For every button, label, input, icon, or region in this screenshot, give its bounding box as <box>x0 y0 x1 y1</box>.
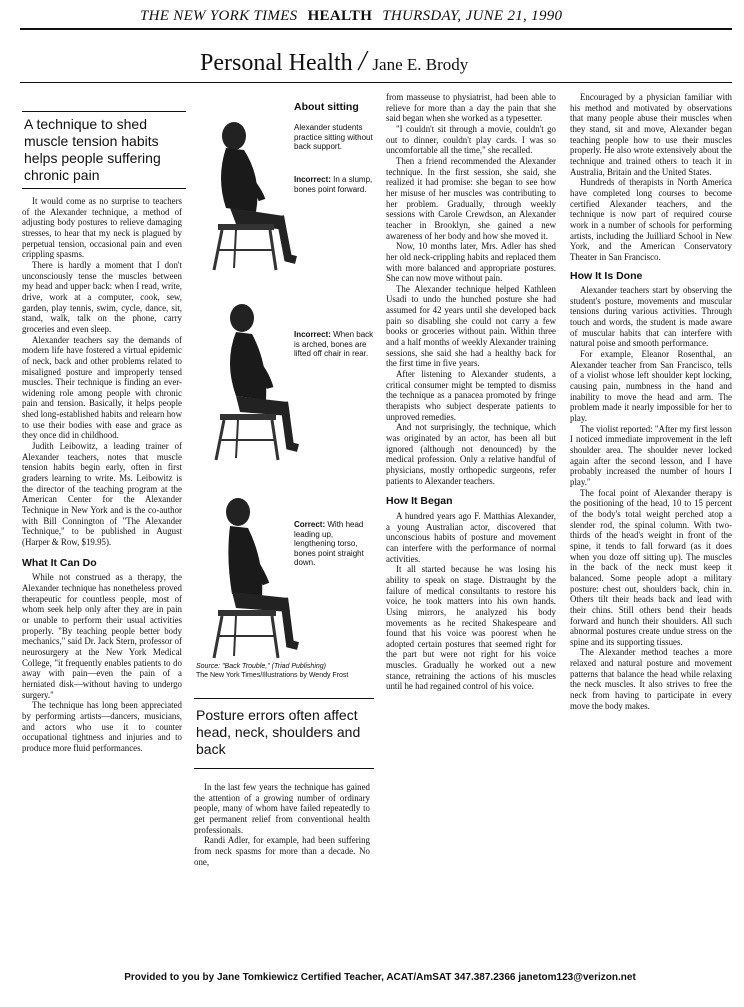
caption-text: In a slump, bones point forward. <box>294 175 373 194</box>
caption-label: Incorrect: <box>294 175 331 184</box>
subhead-box <box>194 698 374 769</box>
section-heading-how-it-is-done: How It Is Done <box>570 269 643 282</box>
article-paragraph: In the last few years the technique has gained the attention of a growing number of ordinary people, many of whom have failed repeatedly to get permanent relief from conventional health professionals. <box>194 782 370 835</box>
figure-title: About sitting <box>294 101 359 113</box>
article-paragraph: Now, 10 months later, Mrs. Adler has shed her old neck-crippling habits and replaced them with more balanced and appropriate postures. She can now move without pain. <box>386 241 556 284</box>
section-heading-what-it-can-do: What It Can Do <box>22 556 97 569</box>
article-paragraph: A hundred years ago F. Matthias Alexander, a young Australian actor, discovered that unconscious habits of posture and movement can interfere with the performance of normal activities. <box>386 510 556 564</box>
headline-box <box>22 111 186 189</box>
caption-text: With head leading up, lengthening torso, bones point straight down. <box>294 520 364 568</box>
article-paragraph: There is hardly a moment that I don't unconsciously tense the muscles between my head and upper back: when I read, write, drive, work at a computer, cook, sew, garden, play tennis, swim, cycle, dance, sit, stand, walk, talk on the phone, carry groceries and even sleep. <box>22 259 182 334</box>
column-byline: Jane E. Brody <box>372 55 469 74</box>
column-title <box>200 46 468 78</box>
headline: A technique to shed muscle tension habits helps people suffering chronic pain <box>24 116 161 183</box>
column-3 <box>386 92 556 692</box>
column-1 <box>22 196 182 753</box>
caption-label: Incorrect: <box>294 330 331 339</box>
article-paragraph: Encouraged by a physician familiar with his method and motivated by observations that many people abuse their muscles when they stand, sit and move, Alexander began teaching people how to use their muscles properly. He also wrote extensively about the technique and trained others to teach it in Australia, Britain and the United States. <box>570 92 732 177</box>
column-name: Personal Health <box>200 50 353 76</box>
article-paragraph: For example, Eleanor Rosenthal, an Alexander teacher from San Francisco, tells of a violist whose left shoulder kept locking, causing pain, numbness in the hand and inability to move the head and arm. The problem made it nearly impossible for her to play. <box>570 349 732 424</box>
figure-caption-1 <box>294 175 376 194</box>
illustration-arched-sitter <box>196 292 306 462</box>
article-paragraph: Then a friend recommended the Alexander technique. In the first session, she said, she realized it had promise: she began to see how her misuse of her muscles was contributing to her problem. Gradually, through weekly sessions with Carole Crewdson, an Alexander teacher in Brooklyn, she gained a new awareness of her body and how she moved it. <box>386 155 556 241</box>
article-paragraph: The violist reported: "After my first lesson I noticed immediate improvement in the left shoulder area. The shoulder never locked again after the second lesson, and I have probably increased the number of hours I play." <box>570 423 732 487</box>
column-2-text <box>194 782 370 867</box>
figure-source <box>196 663 376 680</box>
article-paragraph: "I couldn't sit through a movie, couldn't go out to dinner, couldn't play cards. I was so uncomfortable all the time," she recalled. <box>386 123 556 156</box>
article-paragraph: The Alexander method teaches a more relaxed and natural posture and movement patterns that balance the head while relaxing the neck muscles. It also strives to free the neck from having to participate in every move the body makes. <box>570 647 732 711</box>
article-paragraph: Hundreds of therapists in North America have completed long courses to become certified Alexander teachers, and the technique is now part of required course work in a number of schools for performing artists, including the Juilliard School in New York, and the American Conservatory Theater in San Francisco. <box>570 177 732 262</box>
masthead-rule <box>20 28 732 30</box>
article-paragraph: While not construed as a therapy, the Alexander technique has nonetheless proved therapeutic for countless people, most of whom seek help only after they are in pain or unable to perform their usual activities properly. "By teaching people better body mechanics," said Dr. Jack Stern, professor of neurosurgery at the New York Medical College, "it frequently enables patients to do away with pain—even the pain of a herniated disk—without having to undergo surgery." <box>22 572 182 700</box>
credit-line: The New York Times/Illustrations by Wendy Frost <box>196 671 349 679</box>
article-paragraph: It would come as no surprise to teachers of the Alexander technique, a method of adjusting body postures to relieve damaging stresses, to hear that my neck is plagued by perpetual tension, occasional pain and even crippling spasms. <box>22 196 182 260</box>
footer-credit: Provided to you by Jane Tomkiewicz Certified Teacher, ACAT/AmSAT 347.387.2366 janetom123@verizon.net <box>124 972 636 983</box>
figure-caption-3 <box>294 520 376 568</box>
column-4 <box>570 92 732 711</box>
article-paragraph: Randi Adler, for example, had been suffering from neck spasms for more than a decade. No one, <box>194 835 370 867</box>
masthead-paper: THE NEW YORK TIMES <box>140 8 298 24</box>
masthead <box>140 8 610 25</box>
article-paragraph: And not surprisingly, the technique, which was originated by an actor, has been all but ignored (although not denounced) by the medical profession. Only a relative handful of physicians, mostly orthopedic surgeons, refer patients to Alexander teachers. <box>386 422 556 486</box>
figure-caption-2 <box>294 330 376 359</box>
column-slash: / <box>358 46 367 77</box>
article-paragraph: from masseuse to physiatrist, had been able to relieve for more than a day the pain that she said began when she worked as a typesetter. <box>386 92 556 124</box>
masthead-section: HEALTH <box>307 8 373 24</box>
caption-text: When back is arched, bones are lifted off chair in rear. <box>294 330 374 359</box>
article-paragraph: Judith Leibowitz, a leading trainer of Alexander teachers, notes that muscle tension habits begin early, often in first graders learning to write. Ms. Leibowitz is the director of the teaching program at the American Center for the Alexander Technique in New York and is the co-author with Bill Connington of "The Alexander Technique," to be published in August (Harper & Row, $19.95). <box>22 441 182 547</box>
section-heading-how-it-began: How It Began <box>386 495 453 508</box>
article-paragraph: The technique has long been appreciated by performing artists—dancers, musicians, and actors who use it to counter occupational tightness and injuries and to produce more fluid performances. <box>22 700 182 753</box>
article-paragraph: Alexander teachers start by observing the student's posture, movements and muscular tensions during various activities. Through touch and words, the student is made aware of muscular habits that can interfere with natural poise and smooth performance. <box>570 285 732 349</box>
article-paragraph: The focal point of Alexander therapy is the positioning of the head, 10 to 15 percent of the body's total weight perched atop a slender rod, the spinal column. With two-thirds of the head's weight in front of the spine, it tends to fall forward (as it does when you doze off sitting up). The muscles in the back of the neck must keep it balanced. Some people adopt a military posture: chest out, shoulders back, chin in. Others tilt their heads back and lead with their chins. Still others bend their heads forward and hunch their shoulders. All such abnormal postures create undue stress on the spine and its supporting tissues. <box>570 487 732 647</box>
illustration-correct-sitter <box>196 488 306 660</box>
masthead-date: THURSDAY, JUNE 21, 1990 <box>382 8 563 24</box>
article-paragraph: After listening to Alexander students, a critical consumer might be tempted to dismiss the technique as a panacea promoted by fringe therapists who subject desperate patients to unproved remedies. <box>386 369 556 422</box>
article-paragraph: Alexander teachers say the demands of modern life have fostered a virtual epidemic of neck, back and other problems related to misaligned posture and improperly tensed muscles. Their technique is finding an ever-widening role among people with chronic pain and tension. Basically, it helps people shed long-established habits and relearn how to use their bodies with ease and grace as they once did in childhood. <box>22 334 182 441</box>
illustration-slumped-sitter <box>196 108 306 273</box>
subhead: Posture errors often affect head, neck, shoulders and back <box>196 707 361 757</box>
header-rule <box>20 82 732 83</box>
article-paragraph: The Alexander technique helped Kathleen Usadi to undo the hunched posture she had assumed for 42 years until she developed back pain so disabling she could not carry a few books or groceries without pain. Within three and a half months of weekly Alexander training sessions, she said she had a healthy back for the first time in five years. <box>386 283 556 369</box>
caption-label: Correct: <box>294 520 326 529</box>
article-paragraph: It all started because he was losing his ability to speak on stage. Distraught by the failure of medical consultants to restore his voice, he took matters into his own hands. Using mirrors, he analyzed his body movements as he recited Shakespeare and found that his voice was poorest when he adopted certain postures that seemed right for the part but were not right for his voice muscles. Gradually he worked out a new stance, retraining the actions of his muscles until he had regained control of his voice. <box>386 564 556 692</box>
source-line: Source: "Back Trouble," (Triad Publishing) <box>196 663 326 670</box>
figure-intro: Alexander students practice sitting without back support. <box>294 123 373 152</box>
